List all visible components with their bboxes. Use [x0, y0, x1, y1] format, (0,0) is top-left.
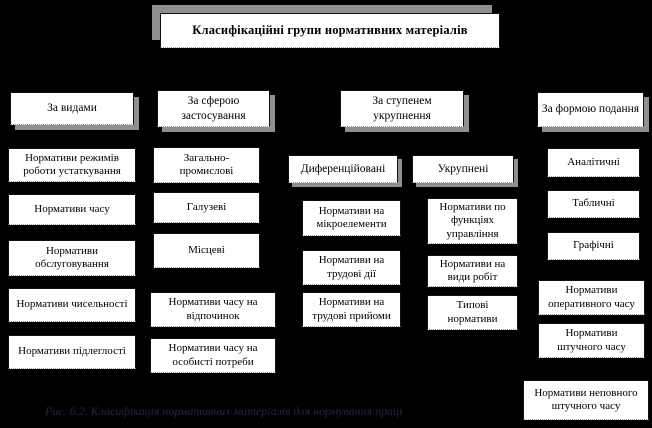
item-by-kind-2: Нормативи часу: [8, 194, 136, 225]
item-aggregated-3: Типові нормативи: [427, 295, 518, 330]
item-by-sphere-4: Нормативи часу на відпочинок: [150, 292, 276, 327]
item-by-form-1: Аналітичні: [547, 148, 640, 177]
item-by-sphere-2: Галузеві: [153, 192, 260, 223]
item-by-form-4: Нормативи оперативного часу: [538, 280, 645, 315]
item-differentiated-2: Нормативи на трудові дії: [302, 250, 401, 285]
item-by-form-3: Графічні: [547, 232, 640, 260]
item-aggregated-1: Нормативи по функціях управління: [427, 198, 518, 244]
header-by-form: За формою подання: [537, 92, 644, 127]
item-by-kind-1: Нормативи режимів роботи устаткування: [8, 148, 136, 182]
item-by-sphere-1: Загально-промислові: [153, 147, 260, 183]
item-by-form-6: Нормативи неповного штучного часу: [523, 380, 649, 420]
item-by-sphere-5: Нормативи часу на особисті потреби: [150, 338, 276, 373]
item-by-kind-3: Нормативи обслуговування: [8, 240, 136, 276]
item-by-form-2: Табличні: [547, 190, 640, 218]
item-by-kind-5: Нормативи підлеглості: [8, 335, 136, 369]
figure-caption: Рис. 6.2. Класифікація нормативних матеріалів для нормування праці: [45, 404, 403, 418]
subheader-aggregated: Укрупнені: [412, 155, 514, 183]
item-by-sphere-3: Місцеві: [153, 233, 260, 268]
diagram-title-box: Класифікаційні групи нормативних матеріалів: [160, 13, 500, 48]
item-differentiated-1: Нормативи на мікроелементи: [302, 200, 401, 236]
item-by-kind-4: Нормативи чисельності: [8, 288, 136, 322]
header-by-sphere: За сферою застосування: [157, 90, 270, 127]
item-by-form-5: Нормативи штучного часу: [538, 323, 645, 358]
item-aggregated-2: Нормативи на види робіт: [427, 255, 518, 287]
subheader-differentiated: Диференційовані: [288, 155, 398, 183]
header-by-kind: За видами: [10, 92, 134, 125]
item-differentiated-3: Нормативи на трудові прийоми: [302, 292, 401, 327]
header-by-degree: За ступенем укрупнення: [340, 90, 464, 127]
